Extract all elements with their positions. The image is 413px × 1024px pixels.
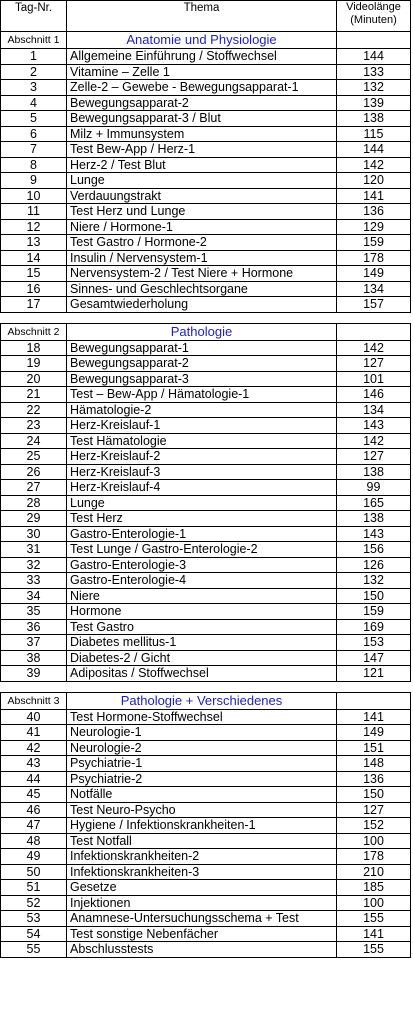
gap-cell [67, 312, 337, 323]
table-row [1, 880, 411, 896]
topic: Neurologie-2 [67, 740, 337, 756]
video-length: 157 [337, 297, 411, 313]
video-length: 155 [337, 942, 411, 958]
table-row [1, 64, 411, 80]
table-row [1, 666, 411, 682]
table-row [1, 235, 411, 251]
table-row [1, 340, 411, 356]
table-row [1, 802, 411, 818]
video-length: 139 [337, 95, 411, 111]
day-number: 12 [1, 219, 67, 235]
day-number: 46 [1, 802, 67, 818]
video-length: 165 [337, 495, 411, 511]
table-row [1, 771, 411, 787]
day-number: 4 [1, 95, 67, 111]
video-length: 100 [337, 895, 411, 911]
topic: Bewegungsapparat-2 [67, 356, 337, 372]
topic: Adipositas / Stoffwechsel [67, 666, 337, 682]
video-length: 127 [337, 356, 411, 372]
topic: Test sonstige Nebenfächer [67, 926, 337, 942]
day-number: 44 [1, 771, 67, 787]
day-number: 33 [1, 573, 67, 589]
video-length: 136 [337, 771, 411, 787]
topic: Test Hämatologie [67, 433, 337, 449]
topic: Milz + Immunsystem [67, 126, 337, 142]
topic: Gastro-Enterologie-3 [67, 557, 337, 573]
table-row [1, 126, 411, 142]
table-row [1, 371, 411, 387]
day-number: 36 [1, 619, 67, 635]
header-video-length-line1: Videolänge [346, 1, 401, 13]
video-length: 126 [337, 557, 411, 573]
video-length: 141 [337, 709, 411, 725]
section-title: Anatomie und Physiologie [67, 32, 337, 49]
section-header [1, 323, 411, 340]
day-number: 41 [1, 725, 67, 741]
video-length: 100 [337, 833, 411, 849]
table-row [1, 173, 411, 189]
table-row [1, 433, 411, 449]
day-number: 47 [1, 818, 67, 834]
topic: Anamnese-Untersuchungsschema + Test [67, 911, 337, 927]
topic: Infektionskrankheiten-2 [67, 849, 337, 865]
topic: Test – Bew-App / Hämatologie-1 [67, 387, 337, 403]
day-number: 21 [1, 387, 67, 403]
topic: Herz-Kreislauf-3 [67, 464, 337, 480]
video-length: 153 [337, 635, 411, 651]
table-row [1, 480, 411, 496]
video-length: 141 [337, 926, 411, 942]
day-number: 2 [1, 64, 67, 80]
day-number: 19 [1, 356, 67, 372]
table-row [1, 402, 411, 418]
day-number: 34 [1, 588, 67, 604]
table-row [1, 911, 411, 927]
section-empty-cell [337, 692, 411, 709]
header-topic: Thema [67, 1, 337, 32]
video-length: 99 [337, 480, 411, 496]
day-number: 6 [1, 126, 67, 142]
topic: Injektionen [67, 895, 337, 911]
video-length: 138 [337, 511, 411, 527]
day-number: 8 [1, 157, 67, 173]
day-number: 49 [1, 849, 67, 865]
table-row [1, 387, 411, 403]
table-row [1, 864, 411, 880]
video-length: 138 [337, 464, 411, 480]
video-length: 149 [337, 725, 411, 741]
topic: Test Hormone-Stoffwechsel [67, 709, 337, 725]
day-number: 10 [1, 188, 67, 204]
topic: Hormone [67, 604, 337, 620]
video-length: 142 [337, 157, 411, 173]
video-length: 178 [337, 849, 411, 865]
topic: Nervensystem-2 / Test Niere + Hormone [67, 266, 337, 282]
table-row [1, 157, 411, 173]
day-number: 14 [1, 250, 67, 266]
video-length: 132 [337, 80, 411, 96]
day-number: 13 [1, 235, 67, 251]
video-length: 151 [337, 740, 411, 756]
topic: Bewegungsapparat-3 [67, 371, 337, 387]
table-row [1, 418, 411, 434]
table-row [1, 511, 411, 527]
header-day: Tag-Nr. [1, 1, 67, 32]
day-number: 16 [1, 281, 67, 297]
topic: Neurologie-1 [67, 725, 337, 741]
day-number: 27 [1, 480, 67, 496]
table-row [1, 188, 411, 204]
section-empty-cell [337, 32, 411, 49]
table-row [1, 619, 411, 635]
topic: Vitamine – Zelle 1 [67, 64, 337, 80]
table-row [1, 833, 411, 849]
table-row [1, 526, 411, 542]
table-row [1, 725, 411, 741]
day-number: 37 [1, 635, 67, 651]
topic: Test Lunge / Gastro-Enterologie-2 [67, 542, 337, 558]
video-length: 143 [337, 526, 411, 542]
section-label: Abschnitt 3 [1, 692, 67, 709]
video-length: 127 [337, 449, 411, 465]
table-row [1, 557, 411, 573]
topic: Test Notfall [67, 833, 337, 849]
gap-cell [67, 681, 337, 692]
topic: Psychiatrie-2 [67, 771, 337, 787]
topic: Test Neuro-Psycho [67, 802, 337, 818]
table-row [1, 740, 411, 756]
topic: Test Bew-App / Herz-1 [67, 142, 337, 158]
day-number: 40 [1, 709, 67, 725]
table-row [1, 111, 411, 127]
day-number: 3 [1, 80, 67, 96]
video-length: 149 [337, 266, 411, 282]
section-title: Pathologie + Verschiedenes [67, 692, 337, 709]
topic: Test Herz und Lunge [67, 204, 337, 220]
video-length: 147 [337, 650, 411, 666]
topic: Test Gastro / Hormone-2 [67, 235, 337, 251]
topic: Bewegungsapparat-3 / Blut [67, 111, 337, 127]
gap-cell [1, 681, 67, 692]
video-length: 142 [337, 433, 411, 449]
topic: Niere [67, 588, 337, 604]
table-row [1, 281, 411, 297]
day-number: 5 [1, 111, 67, 127]
table-row [1, 495, 411, 511]
table-row [1, 250, 411, 266]
table-row [1, 756, 411, 772]
gap-cell [337, 681, 411, 692]
table-row [1, 219, 411, 235]
section-label: Abschnitt 2 [1, 323, 67, 340]
topic: Lunge [67, 173, 337, 189]
video-length: 144 [337, 142, 411, 158]
video-length: 142 [337, 340, 411, 356]
table-row [1, 95, 411, 111]
topic: Sinnes- und Geschlechtsorgane [67, 281, 337, 297]
topic: Bewegungsapparat-2 [67, 95, 337, 111]
topic: Gastro-Enterologie-4 [67, 573, 337, 589]
section-header [1, 32, 411, 49]
topic: Gastro-Enterologie-1 [67, 526, 337, 542]
table-row [1, 849, 411, 865]
day-number: 1 [1, 49, 67, 65]
day-number: 52 [1, 895, 67, 911]
topic: Diabetes-2 / Gicht [67, 650, 337, 666]
day-number: 50 [1, 864, 67, 880]
topic: Test Gastro [67, 619, 337, 635]
table-row [1, 709, 411, 725]
day-number: 38 [1, 650, 67, 666]
day-number: 30 [1, 526, 67, 542]
day-number: 54 [1, 926, 67, 942]
video-length: 134 [337, 281, 411, 297]
table-row [1, 449, 411, 465]
section-label: Abschnitt 1 [1, 32, 67, 49]
table-row [1, 895, 411, 911]
video-length: 152 [337, 818, 411, 834]
table-row [1, 464, 411, 480]
table-row [1, 588, 411, 604]
table-row [1, 573, 411, 589]
table-header [1, 1, 411, 32]
video-length: 146 [337, 387, 411, 403]
day-number: 22 [1, 402, 67, 418]
table-row [1, 650, 411, 666]
topic: Lunge [67, 495, 337, 511]
video-length: 159 [337, 235, 411, 251]
day-number: 43 [1, 756, 67, 772]
gap-cell [1, 312, 67, 323]
day-number: 15 [1, 266, 67, 282]
gap-cell [337, 312, 411, 323]
table-row [1, 942, 411, 958]
table-row [1, 604, 411, 620]
topic: Abschlusstests [67, 942, 337, 958]
topic: Allgemeine Einführung / Stoffwechsel [67, 49, 337, 65]
topic: Herz-2 / Test Blut [67, 157, 337, 173]
topic: Niere / Hormone-1 [67, 219, 337, 235]
table-row [1, 266, 411, 282]
topic: Infektionskrankheiten-3 [67, 864, 337, 880]
table-row [1, 142, 411, 158]
video-length: 101 [337, 371, 411, 387]
day-number: 42 [1, 740, 67, 756]
topic: Herz-Kreislauf-2 [67, 449, 337, 465]
topic: Test Herz [67, 511, 337, 527]
day-number: 32 [1, 557, 67, 573]
video-length: 143 [337, 418, 411, 434]
section-header [1, 692, 411, 709]
video-length: 169 [337, 619, 411, 635]
day-number: 7 [1, 142, 67, 158]
table-row [1, 926, 411, 942]
topic: Zelle-2 – Gewebe - Bewegungsapparat-1 [67, 80, 337, 96]
day-number: 26 [1, 464, 67, 480]
day-number: 9 [1, 173, 67, 189]
day-number: 39 [1, 666, 67, 682]
topic: Psychiatrie-1 [67, 756, 337, 772]
video-length: 150 [337, 588, 411, 604]
topic: Notfälle [67, 787, 337, 803]
table-row [1, 204, 411, 220]
table-row [1, 297, 411, 313]
video-length: 127 [337, 802, 411, 818]
video-length: 115 [337, 126, 411, 142]
video-length: 178 [337, 250, 411, 266]
header-video-length-line2: (Minuten) [350, 14, 397, 26]
section-empty-cell [337, 323, 411, 340]
header-video-length [337, 1, 411, 32]
video-length: 210 [337, 864, 411, 880]
video-length: 132 [337, 573, 411, 589]
topic: Hygiene / Infektionskrankheiten-1 [67, 818, 337, 834]
day-number: 53 [1, 911, 67, 927]
topic: Diabetes mellitus-1 [67, 635, 337, 651]
video-length: 159 [337, 604, 411, 620]
video-length: 121 [337, 666, 411, 682]
section-gap [1, 312, 411, 323]
day-number: 29 [1, 511, 67, 527]
section-gap [1, 681, 411, 692]
topic: Herz-Kreislauf-4 [67, 480, 337, 496]
video-length: 144 [337, 49, 411, 65]
day-number: 48 [1, 833, 67, 849]
day-number: 24 [1, 433, 67, 449]
table-row [1, 787, 411, 803]
topic: Gesetze [67, 880, 337, 896]
video-length: 120 [337, 173, 411, 189]
day-number: 45 [1, 787, 67, 803]
topic: Verdauungstrakt [67, 188, 337, 204]
day-number: 28 [1, 495, 67, 511]
topic: Bewegungsapparat-1 [67, 340, 337, 356]
video-length: 155 [337, 911, 411, 927]
topic: Hämatologie-2 [67, 402, 337, 418]
video-length: 138 [337, 111, 411, 127]
day-number: 11 [1, 204, 67, 220]
day-number: 31 [1, 542, 67, 558]
table-row [1, 635, 411, 651]
video-length: 129 [337, 219, 411, 235]
video-length: 148 [337, 756, 411, 772]
video-length: 141 [337, 188, 411, 204]
day-number: 17 [1, 297, 67, 313]
day-number: 18 [1, 340, 67, 356]
video-length: 156 [337, 542, 411, 558]
table-row [1, 356, 411, 372]
table-row [1, 80, 411, 96]
video-length: 136 [337, 204, 411, 220]
day-number: 35 [1, 604, 67, 620]
video-length: 185 [337, 880, 411, 896]
topic: Insulin / Nervensystem-1 [67, 250, 337, 266]
table-row [1, 49, 411, 65]
section-title: Pathologie [67, 323, 337, 340]
day-number: 51 [1, 880, 67, 896]
day-number: 20 [1, 371, 67, 387]
day-number: 55 [1, 942, 67, 958]
video-length: 150 [337, 787, 411, 803]
video-length: 134 [337, 402, 411, 418]
topic: Gesamtwiederholung [67, 297, 337, 313]
day-number: 23 [1, 418, 67, 434]
video-length: 133 [337, 64, 411, 80]
day-number: 25 [1, 449, 67, 465]
table-row [1, 542, 411, 558]
table-body [1, 32, 411, 958]
table-row [1, 818, 411, 834]
topic: Herz-Kreislauf-1 [67, 418, 337, 434]
